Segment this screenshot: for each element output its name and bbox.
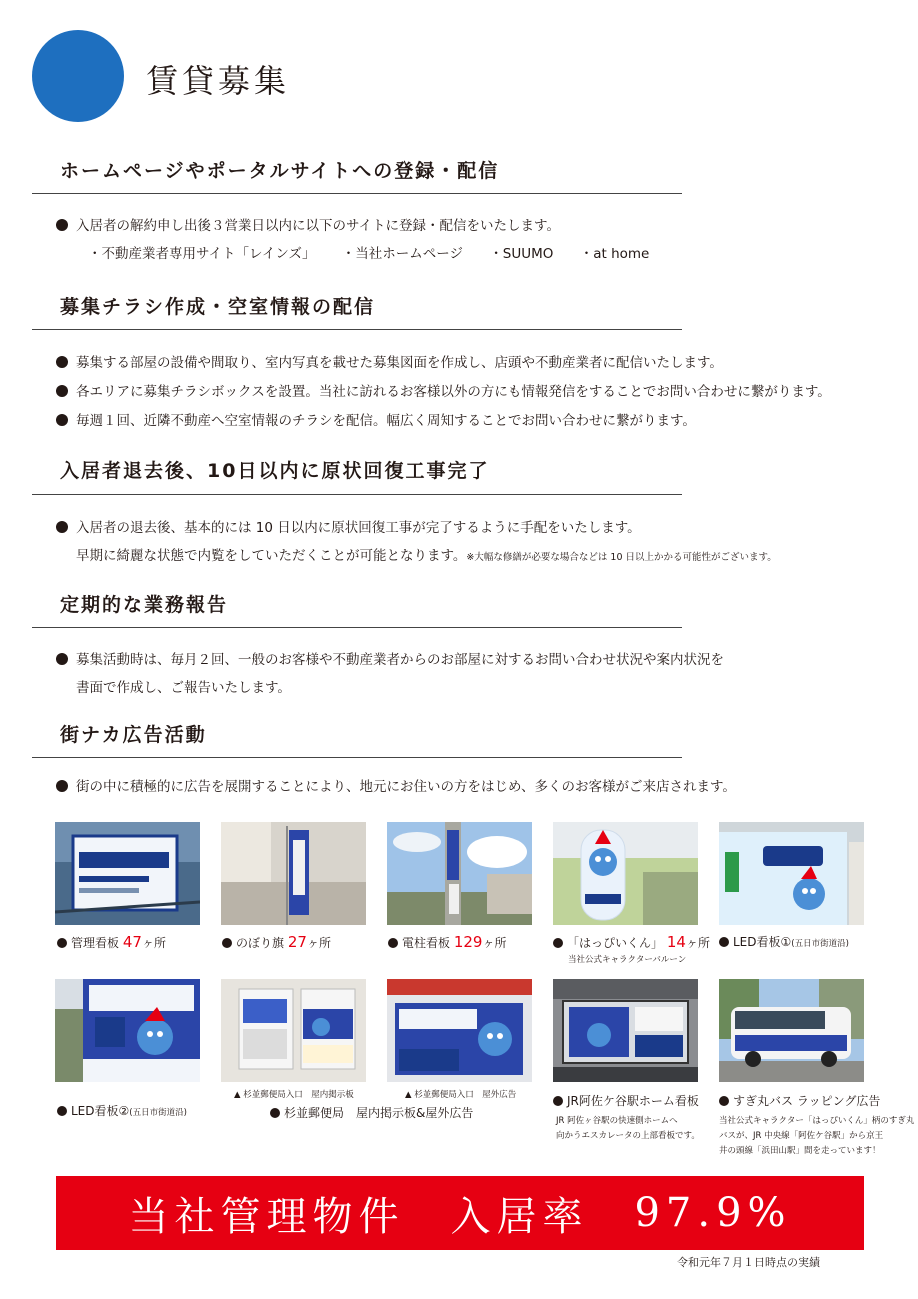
signboard-photo <box>55 822 200 925</box>
bullet-item: 入居者の退去後、基本的には 10 日以内に原状回復工事が完了するように手配をいたします。 <box>56 516 641 536</box>
bullet-dot-icon <box>270 1108 280 1118</box>
bullet-item: 募集活動時は、毎月２回、一般のお客様や不動産業者からのお部屋に対するお問い合わせ状況や案内状況を <box>56 648 724 668</box>
section-heading-portal: ホームページやポータルサイトへの登録・配信 <box>60 160 500 182</box>
site-suumo: ・SUUMO <box>489 246 554 262</box>
utility-pole-photo <box>387 822 532 925</box>
bullet-item: 入居者の解約申し出後３営業日以内に以下のサイトに登録・配信をいたします。 <box>56 214 560 234</box>
station-sign-description: JR 阿佐ヶ谷駅の快速側ホームへ 向かうエスカレータの上部看板です。 <box>556 1116 700 1141</box>
post-office-board-subcaption: ▲ 杉並郵便局入口 屋内掲示板 <box>234 1090 354 1100</box>
bullet-dot-icon <box>553 1096 563 1106</box>
wrapped-bus-photo <box>719 979 864 1082</box>
signboard-caption: 管理看板 47ヶ所 <box>57 933 166 951</box>
section-heading-report: 定期的な業務報告 <box>60 594 229 616</box>
station-sign-caption: JR阿佐ケ谷駅ホーム看板 <box>553 1092 699 1109</box>
bullet-dot-icon <box>57 938 67 948</box>
page-title: 賃貸募集 <box>146 62 291 100</box>
bullet-dot-icon <box>719 1096 729 1106</box>
post-office-board-photo <box>221 979 366 1082</box>
bullet-dot-icon <box>719 937 729 947</box>
mascot-balloon-photo <box>553 822 698 925</box>
wrapped-bus-caption: すぎ丸バス ラッピング広告 <box>719 1092 880 1109</box>
utility-pole-caption: 電柱看板 129ヶ所 <box>388 933 507 951</box>
bullet-dot-icon <box>56 521 68 533</box>
site-homepage: ・当社ホームページ <box>341 246 464 262</box>
banner-value: 97.9% <box>634 1190 792 1236</box>
led-sign-2-caption: LED看板②(五日市街道沿) <box>57 1102 187 1119</box>
bullet-dot-icon <box>553 938 563 948</box>
banner-flag-photo <box>221 822 366 925</box>
bullet-dot-icon <box>388 938 398 948</box>
bullet-dot-icon <box>56 414 68 426</box>
post-office-outdoor-photo <box>387 979 532 1082</box>
bullet-dot-icon <box>222 938 232 948</box>
site-athome: ・at home <box>579 246 650 262</box>
wrapped-bus-description: 当社公式キャラクター「はっぴいくん」柄のすぎ丸 バスが、JR 中央線「阿佐ケ谷駅」から京王 井の頭線「浜田山駅」間を走っています！ <box>719 1116 915 1156</box>
section-divider <box>32 494 682 495</box>
section-divider <box>32 193 682 194</box>
mascot-balloon-caption: 「はっぴいくん」 14ヶ所 <box>553 933 710 951</box>
station-sign-photo <box>553 979 698 1082</box>
post-office-caption: 杉並郵便局 屋内掲示板&屋外広告 <box>270 1104 473 1121</box>
bullet-item: 街の中に積極的に広告を展開することにより、地元にお住いの方をはじめ、多くのお客様がご来店されます。 <box>56 775 736 795</box>
led-sign-2-photo <box>55 979 200 1082</box>
bullet-dot-icon <box>56 356 68 368</box>
footnote: 令和元年７月１日時点の実績 <box>677 1256 820 1269</box>
bullet-dot-icon <box>56 780 68 792</box>
restoration-note: ※大幅な修繕が必要な場合などは 10 日以上かかる可能性がございます。 <box>466 552 777 563</box>
section-heading-street-ads: 街ナカ広告活動 <box>60 724 207 746</box>
bullet-item: 募集する部屋の設備や間取り、室内写真を載せた募集図面を作成し、店頭や不動産業者に配信いたします。 <box>56 351 723 371</box>
post-office-outdoor-subcaption: ▲ 杉並郵便局入口 屋外広告 <box>405 1090 517 1100</box>
section-heading-flyer: 募集チラシ作成・空室情報の配信 <box>60 296 376 318</box>
site-list <box>88 242 671 262</box>
blue-circle-decoration <box>32 30 124 122</box>
bullet-dot-icon <box>56 385 68 397</box>
bullet-dot-icon <box>56 653 68 665</box>
section-divider <box>32 627 682 628</box>
banner-label: 当社管理物件 <box>128 1193 405 1240</box>
led-sign-photo <box>719 822 864 925</box>
bullet-continuation: 書面で作成し、ご報告いたします。 <box>76 680 291 696</box>
bullet-item: 各エリアに募集チラシボックスを設置。当社に訪れるお客様以外の方にも情報発信をすることでお問い合わせに繋がります。 <box>56 380 831 400</box>
section-divider <box>32 757 682 758</box>
section-divider <box>32 329 682 330</box>
occupancy-rate-banner <box>56 1176 864 1250</box>
bullet-continuation: 早期に綺麗な状態で内覧をしていただくことが可能となります。※大幅な修繕が必要な場合などは 10 日以上かかる可能性がございます。 <box>76 548 777 564</box>
led-sign-caption: LED看板①(五日市街道沿) <box>719 933 849 950</box>
bullet-item: 毎週１回、近隣不動産へ空室情報のチラシを配信。幅広く周知することでお問い合わせに繋がります。 <box>56 409 696 429</box>
mascot-balloon-subcaption: 当社公式キャラクターバルーン <box>568 955 687 965</box>
section-heading-restoration: 入居者退去後、10日以内に原状回復工事完了 <box>60 460 490 482</box>
site-reins: ・不動産業者専用サイト「レインズ」 <box>88 246 316 262</box>
banner-label-2: 入居率 <box>450 1193 589 1240</box>
bullet-dot-icon <box>57 1106 67 1116</box>
banner-flag-caption: のぼり旗 27ヶ所 <box>222 933 331 951</box>
bullet-dot-icon <box>56 219 68 231</box>
